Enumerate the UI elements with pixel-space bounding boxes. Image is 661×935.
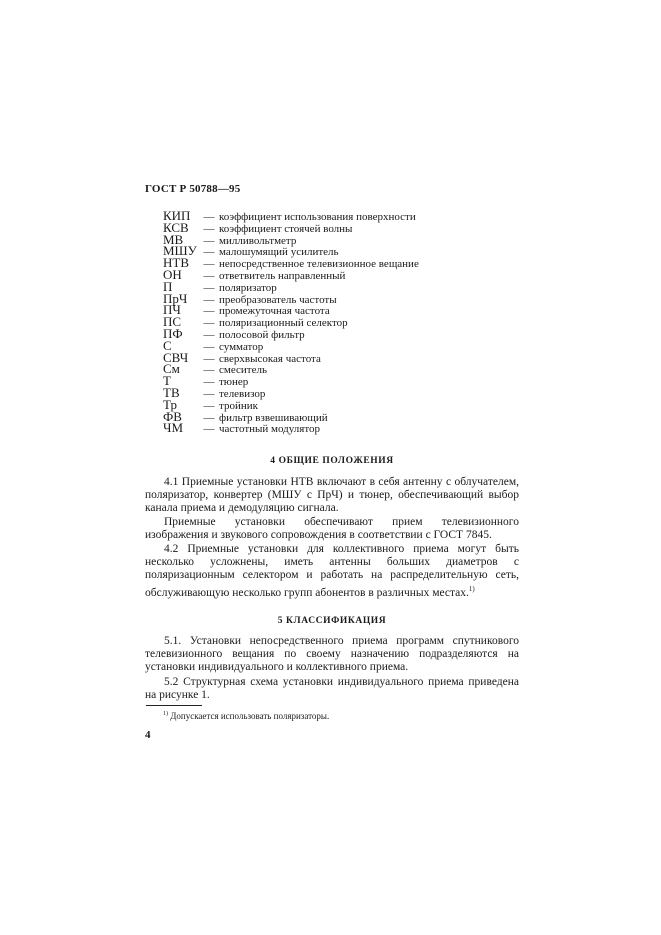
abbreviation-term: ПС xyxy=(163,314,182,330)
footnote-text: Допускается использовать поляризаторы. xyxy=(170,711,330,721)
section-4-paragraph-2: Приемные установки обеспечивают прием телевизионного изображения и звукового сопровождения в соответствии с ГОСТ 7845. xyxy=(145,516,519,542)
abbreviation-dash: — xyxy=(203,364,215,377)
abbreviation-list xyxy=(163,210,493,434)
abbreviation-row xyxy=(163,266,493,282)
abbreviation-definition-text: малошумящий усилитель xyxy=(219,246,339,259)
section-4-paragraph-1: 4.1 Приемные установки НТВ включают в себя антенну с облучателем, поляризатор, конвертер (МШУ с ПрЧ) и тюнер, обеспечивающий выбор канала приема и демодуляцию сигнала. xyxy=(145,476,519,515)
abbreviation-row xyxy=(163,408,493,424)
abbreviation-row xyxy=(163,245,493,257)
abbreviation-dash: — xyxy=(203,293,215,306)
abbreviation-term: КИП xyxy=(163,208,191,223)
section-4-paragraph-3 xyxy=(145,543,519,600)
abbreviation-row xyxy=(163,210,493,222)
footnote xyxy=(163,711,329,721)
abbreviation-term: ПрЧ xyxy=(163,290,188,306)
abbreviation-dash: — xyxy=(203,222,215,235)
section-5-paragraph-1: 5.1. Установки непосредственного приема программ спутникового телевизионного вещания по своему назначению подразделяются на установки индивидуального и коллективного приема. xyxy=(145,635,519,674)
abbreviation-row xyxy=(163,257,493,269)
abbreviation-row xyxy=(163,219,493,235)
abbreviation-dash: — xyxy=(203,387,215,400)
abbreviation-definition-text: сумматор xyxy=(219,340,264,353)
abbreviation-definition-text: тройник xyxy=(219,399,258,412)
footnote-mark: 1) xyxy=(163,711,168,717)
footnote-divider xyxy=(146,705,202,706)
abbreviation-term: П xyxy=(163,278,173,294)
abbreviation-definition-text: частотный модулятор xyxy=(219,423,321,436)
abbreviation-definition-text: ответвитель направленный xyxy=(219,269,346,282)
abbreviation-term: НТВ xyxy=(163,255,189,271)
section-5-title: 5 КЛАССИФИКАЦИЯ xyxy=(277,616,387,626)
abbreviation-definition-text: непосредственное телевизионное вещание xyxy=(219,258,419,271)
abbreviation-dash: — xyxy=(203,258,215,271)
abbreviation-definition-text: коэффициент использования поверхности xyxy=(219,211,416,223)
abbreviation-term: С xyxy=(163,337,172,353)
abbreviation-row xyxy=(163,375,493,387)
abbreviation-dash: — xyxy=(203,352,215,365)
abbreviation-definition-text: фильтр взвешивающий xyxy=(219,411,328,424)
abbreviation-term: СВЧ xyxy=(163,349,189,365)
abbreviation-definition-text: сверхвысокая частота xyxy=(219,352,321,365)
abbreviation-term: См xyxy=(163,361,180,377)
abbreviation-dash: — xyxy=(203,328,215,341)
abbreviation-term: ФВ xyxy=(163,408,182,424)
section-4-title: 4 ОБЩИЕ ПОЛОЖЕНИЯ xyxy=(270,456,394,466)
abbreviation-row xyxy=(163,290,493,306)
abbreviation-term: ПЧ xyxy=(163,302,181,318)
abbreviation-definition-text: полосовой фильтр xyxy=(219,328,305,341)
abbreviation-dash: — xyxy=(203,211,215,223)
abbreviation-row xyxy=(163,384,493,400)
abbreviation-dash: — xyxy=(203,376,215,389)
abbreviation-definition-text: милливольтметр xyxy=(219,234,297,247)
abbreviation-dash: — xyxy=(203,269,215,282)
abbreviation-row xyxy=(163,422,493,434)
abbreviation-definition-text: преобразователь частоты xyxy=(219,293,337,306)
abbreviation-dash: — xyxy=(203,317,215,330)
abbreviation-row xyxy=(163,304,493,316)
abbreviation-dash: — xyxy=(203,305,215,318)
abbreviation-row xyxy=(163,316,493,328)
abbreviation-dash: — xyxy=(203,399,215,412)
footnote-reference: 1) xyxy=(468,584,475,593)
abbreviation-dash: — xyxy=(203,340,215,353)
abbreviation-definition-text: поляризационный селектор xyxy=(219,317,348,330)
abbreviation-term: КСВ xyxy=(163,219,189,235)
abbreviation-term: Т xyxy=(163,373,171,389)
abbreviation-definition-text: поляризатор xyxy=(219,281,277,294)
abbreviation-term: ТВ xyxy=(163,384,180,400)
abbreviation-definition-text: смеситель xyxy=(219,364,267,377)
abbreviation-definition-text: тюнер xyxy=(219,376,249,389)
abbreviation-term: ЧМ xyxy=(163,420,184,436)
abbreviation-dash: — xyxy=(203,423,215,436)
abbreviation-term: ОН xyxy=(163,266,182,282)
section-4-paragraph-3-text: 4.2 Приемные установки для коллективного приема могут быть несколько усложнены, иметь антенны больших диаметров с поляризационным селектором и работать на распределительную сеть, обслуживающую несколько групп абонентов в различных местах. xyxy=(145,543,519,599)
abbreviation-row xyxy=(163,349,493,365)
abbreviation-dash: — xyxy=(203,411,215,424)
abbreviation-term: МВ xyxy=(163,231,184,247)
abbreviation-dash: — xyxy=(203,281,215,294)
abbreviation-dash: — xyxy=(203,234,215,247)
abbreviation-term: Тр xyxy=(163,396,177,412)
abbreviation-term: ПФ xyxy=(163,325,183,341)
abbreviation-row xyxy=(163,337,493,353)
abbreviation-definition-text: коэффициент стоячей волны xyxy=(219,222,353,235)
abbreviation-term: МШУ xyxy=(163,243,197,259)
abbreviation-definition-text: промежуточная частота xyxy=(219,305,330,318)
document-header: ГОСТ Р 50788—95 xyxy=(145,183,241,195)
abbreviation-row xyxy=(163,396,493,412)
abbreviation-row xyxy=(163,363,493,375)
abbreviation-dash: — xyxy=(203,246,215,259)
abbreviation-definition xyxy=(203,424,320,436)
abbreviation-definition-text: телевизор xyxy=(219,387,266,400)
section-5-paragraph-2: 5.2 Структурная схема установки индивидуального приема приведена на рисунке 1. xyxy=(145,676,519,702)
page-number: 4 xyxy=(145,729,151,741)
